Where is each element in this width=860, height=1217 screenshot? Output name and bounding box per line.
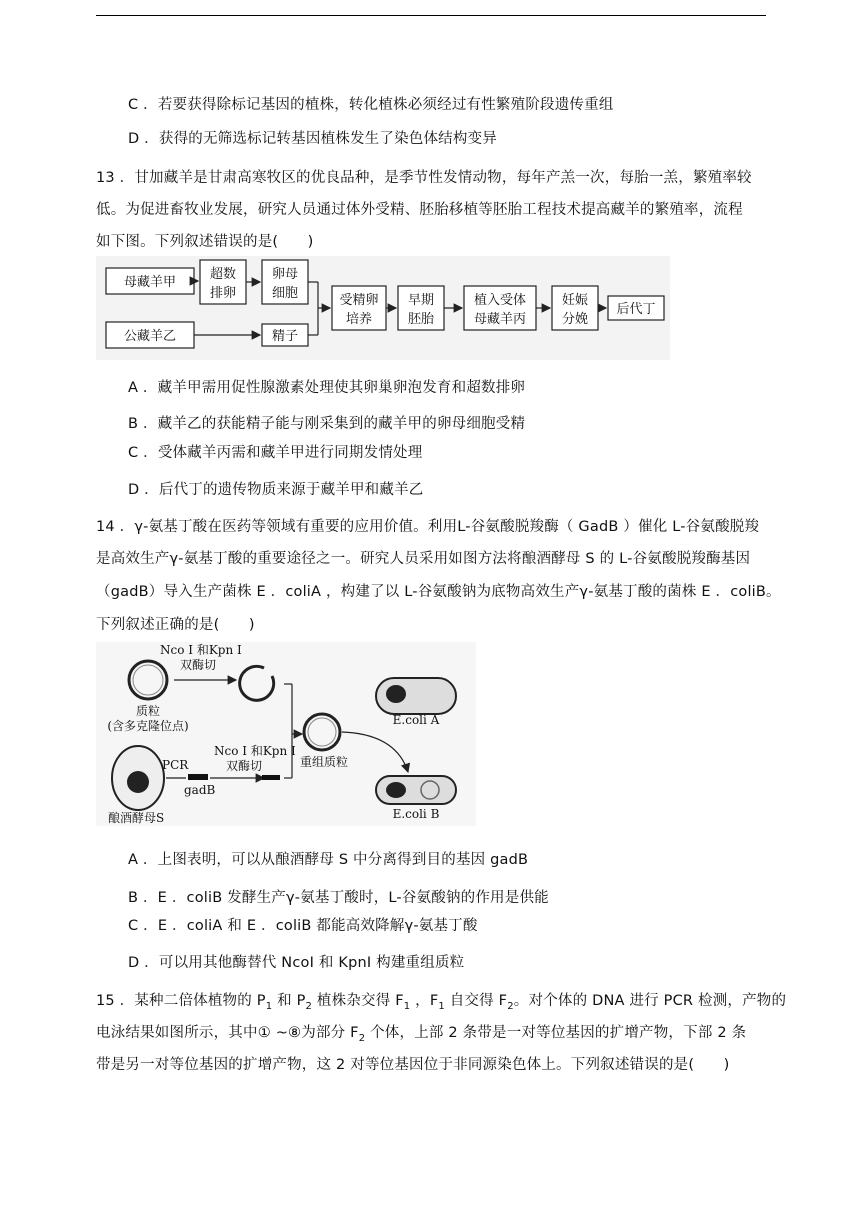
pregnancy-label-2: 分娩 — [561, 312, 589, 327]
ecoli-b-label: E.coli B — [392, 807, 440, 821]
oocyte-label-2: 细胞 — [271, 286, 299, 301]
ecoli-a-label: E.coli A — [392, 713, 440, 727]
digest-label-top: 双酶切 — [180, 658, 217, 672]
yeast-label: 酿酒酵母S — [108, 811, 165, 825]
header-rule — [96, 15, 766, 16]
transfer-label-1: 植入受体 — [473, 293, 527, 308]
q15-stem-line-1: 15 ．某种二倍体植物的 $P_1$ 和 $P_2$ 植株杂交得 $F_1$ ，$F_1$ 自交得 $F_2$。对个体的 DNA 进行 PCR 检测，产物的 — [96, 993, 787, 1012]
q13-option-b: B ．藏羊乙的获能精子能与刚采集到的藏羊甲的卵母细胞受精 — [128, 416, 526, 432]
q13-option-c: C ．受体藏羊丙需和藏羊甲进行同期发情处理 — [128, 445, 423, 461]
q14-option-d: D ．可以用其他酶替代 NcoⅠ 和 KpnⅠ 构建重组质粒 — [128, 955, 465, 971]
fertilization-label-2: 培养 — [345, 312, 373, 327]
q13-option-a: A ．藏羊甲需用促性腺激素处理使其卵巢卵泡发育和超数排卵 — [128, 380, 526, 396]
q13-option-d: D ．后代丁的遗传物质来源于藏羊甲和藏羊乙 — [128, 482, 424, 498]
early-embryo-label-2: 胚胎 — [407, 312, 435, 327]
q14-stem-line-3: （gadB）导入生产菌株 E ．coliA ，构建了以 L-谷氨酸钠为底物高效生产γ-氨基丁酸的菌株 E ．coliB。 — [96, 584, 781, 600]
fertilization-label-1: 受精卵 — [339, 293, 379, 308]
plasmid-label: 质粒 — [135, 704, 161, 718]
father-label: 公藏羊乙 — [123, 329, 177, 344]
q14-stem-line-2: 是高效生产γ-氨基丁酸的重要途径之一。研究人员采用如图方法将酿酒酵母 S 的 L-谷氨酸脱羧酶基因 — [96, 551, 751, 567]
q14-option-c: C ．E ．coliA 和 E ．coliB 都能高效降解γ-氨基丁酸 — [128, 918, 478, 934]
gadb-label: gadB — [184, 783, 216, 797]
offspring-label: 后代丁 — [616, 302, 656, 317]
cut-gadb-fragment — [262, 775, 280, 780]
q14-plasmid-diagram — [96, 642, 476, 826]
enzyme-label-bottom: Nco I 和Kpn I — [214, 744, 296, 758]
q13-flow-diagram — [96, 256, 670, 360]
superovulation-label-2: 排卵 — [209, 286, 237, 301]
gadb-fragment — [188, 774, 208, 780]
q13-stem-line-3: 如下图。下列叙述错误的是( ) — [96, 234, 314, 250]
q13-stem-line-1: 13 ．甘加藏羊是甘肃高寒牧区的优良品种，是季节性发情动物，每年产羔一次，每胎一羔，繁殖率较 — [96, 170, 752, 186]
q12-option-c: C ．若要获得除标记基因的植株，转化植株必须经过有性繁殖阶段遗传重组 — [128, 97, 614, 113]
superovulation-label-1: 超数 — [209, 267, 237, 282]
q14-option-a: A ．上图表明，可以从酿酒酵母 S 中分离得到目的基因 gadB — [128, 852, 529, 868]
pcr-label: PCR — [162, 758, 189, 772]
q13-stem-line-2: 低。为促进畜牧业发展，研究人员通过体外受精、胚胎移植等胚胎工程技术提高藏羊的繁殖率，流程 — [96, 202, 743, 218]
q12-option-d: D ．获得的无筛选标记转基因植株发生了染色体结构变异 — [128, 131, 497, 147]
recombinant-label: 重组质粒 — [300, 755, 349, 769]
enzyme-label-top: Nco I 和Kpn I — [160, 643, 242, 657]
pregnancy-label-1: 妊娠 — [561, 293, 589, 308]
mother-label: 母藏羊甲 — [123, 275, 177, 290]
plasmid-sublabel: (含多克隆位点) — [107, 719, 189, 733]
transfer-label-2: 母藏羊丙 — [473, 312, 527, 327]
sperm-label: 精子 — [271, 329, 299, 344]
early-embryo-label-1: 早期 — [407, 293, 435, 308]
oocyte-label-1: 卵母 — [271, 267, 299, 282]
q14-option-b: B ．E ．coliB 发酵生产γ-氨基丁酸时，L-谷氨酸钠的作用是供能 — [128, 890, 549, 906]
q15-stem-line-3: 带是另一对等位基因的扩增产物，这 2 对等位基因位于非同源染色体上。下列叙述错误的是( ) — [96, 1057, 730, 1073]
q14-stem-line-4: 下列叙述正确的是( ) — [96, 617, 255, 633]
digest-label-bottom: 双酶切 — [226, 759, 263, 773]
q14-stem-line-1: 14 ．γ-氨基丁酸在医药等领域有重要的应用价值。利用L-谷氨酸脱羧酶（ GadB ）催化 L-谷氨酸脱羧 — [96, 519, 760, 535]
q15-stem-line-2: 电泳结果如图所示，其中① ~⑧为部分 $F_2$ 个体，上部 2 条带是一对等位基因的扩增产物，下部 2 条 — [96, 1025, 747, 1044]
